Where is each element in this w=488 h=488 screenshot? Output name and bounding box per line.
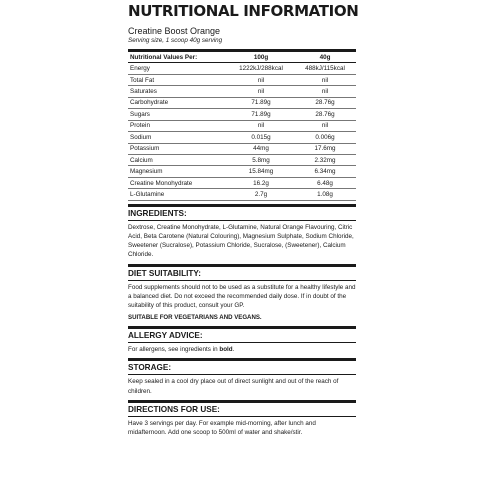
nutrient-value: 2.32mg: [292, 154, 356, 165]
nutrient-value: nil: [292, 120, 356, 131]
nutrient-value: 17.6mg: [292, 143, 356, 154]
nutrient-value: 1.08g: [292, 189, 356, 200]
nutrient-name: Calcium: [128, 154, 228, 165]
nutrient-value: nil: [228, 86, 292, 97]
table-row: [128, 86, 356, 97]
nutrient-value: 6.48g: [292, 177, 356, 188]
nutrient-name: Saturates: [128, 86, 228, 97]
table-row: [128, 177, 356, 188]
table-row: [128, 109, 356, 120]
table-header-row: [128, 52, 356, 63]
divider: [128, 220, 356, 221]
nutrition-table: [128, 52, 356, 201]
nutrient-name: Protein: [128, 120, 228, 131]
allergy-text: [128, 345, 356, 354]
divider: [128, 342, 356, 343]
nutrient-value: 6.34mg: [292, 166, 356, 177]
nutrient-name: L-Glutamine: [128, 189, 228, 200]
nutrient-value: 488kJ/115kcal: [292, 63, 356, 74]
allergy-text-end: .: [232, 346, 235, 354]
serving-size: Serving size, 1 scoop 40g serving: [128, 37, 223, 44]
nutrient-name: Creatine Monohydrate: [128, 177, 228, 188]
nutrient-value: nil: [228, 74, 292, 85]
nutrient-value: 15.84mg: [228, 166, 292, 177]
table-row: [128, 154, 356, 165]
nutrient-value: 0.006g: [292, 132, 356, 143]
nutrient-value: 1222kJ/288kcal: [228, 63, 292, 74]
storage-text: Keep sealed in a cool dry place out of direct sunlight and out of the reach of children.: [128, 378, 339, 395]
divider: [128, 416, 356, 417]
table-row: [128, 63, 356, 74]
column-header: 40g: [292, 52, 356, 63]
nutrient-value: nil: [292, 74, 356, 85]
nutrition-label: [128, 0, 359, 437]
nutrient-value: 28.76g: [292, 97, 356, 108]
nutrient-value: 2.7g: [228, 189, 292, 200]
nutrient-value: 71.89g: [228, 97, 292, 108]
column-header: 100g: [228, 52, 292, 63]
column-header: Nutritional Values Per:: [128, 52, 228, 63]
ingredients-title: INGREDIENTS:: [128, 208, 187, 218]
nutrient-value: 28.76g: [292, 109, 356, 120]
directions-text: Have 3 servings per day. For example mid-morning, after lunch and midafternoon. Add one scoop to 500ml of water and shake/stir.: [128, 419, 316, 436]
allergy-text-bold: bold: [219, 346, 233, 354]
table-row: [128, 120, 356, 131]
product-name: Creatine Boost Orange: [128, 26, 221, 36]
nutrient-name: Energy: [128, 63, 228, 74]
table-row: [128, 132, 356, 143]
directions-title: DIRECTIONS FOR USE:: [128, 404, 220, 414]
diet-text: Food supplements should not to be used as a substitute for a healthy lifestyle and a balanced diet. Do not exceed the recommended daily dose. If in doubt of the suitability of this product, consult your GP.: [128, 283, 356, 309]
allergy-title: ALLERGY ADVICE:: [128, 331, 203, 341]
divider: [128, 374, 356, 375]
nutrient-value: 44mg: [228, 143, 292, 154]
nutrient-value: 71.89g: [228, 109, 292, 120]
ingredients-text: Dextrose, Creatine Monohydrate, L-Glutamine, Natural Orange Flavouring, Citric Acid, Beta Carotene (Natural Colouring), Magnesium Sulphate, Sodium Chloride, Sweetener (Sucralose), Potassium Chloride, Sucralose, (Sweetener), Calcium Chloride.: [128, 223, 354, 259]
nutrient-name: Magnesium: [128, 166, 228, 177]
nutrient-value: 16.2g: [228, 177, 292, 188]
nutrient-name: Carbohydrate: [128, 97, 228, 108]
suitability-statement: SUITABLE FOR VEGETARIANS AND VEGANS.: [128, 314, 262, 322]
nutrient-name: Sugars: [128, 109, 228, 120]
table-row: [128, 189, 356, 200]
nutrient-name: Potassium: [128, 143, 228, 154]
allergy-text-start: For allergens, see ingredients in: [128, 346, 220, 354]
nutrient-value: 0.015g: [228, 132, 292, 143]
nutrient-name: Total Fat: [128, 74, 228, 85]
nutrient-name: Sodium: [128, 132, 228, 143]
nutrient-value: nil: [228, 120, 292, 131]
divider: [128, 280, 356, 281]
nutrient-value: 5.8mg: [228, 154, 292, 165]
table-row: [128, 97, 356, 108]
table-row: [128, 166, 356, 177]
table-row: [128, 143, 356, 154]
nutrient-value: nil: [292, 86, 356, 97]
storage-title: STORAGE:: [128, 363, 172, 373]
diet-title: DIET SUITABILITY:: [128, 268, 201, 278]
label-title: NUTRITIONAL INFORMATION: [128, 2, 359, 20]
table-row: [128, 74, 356, 85]
